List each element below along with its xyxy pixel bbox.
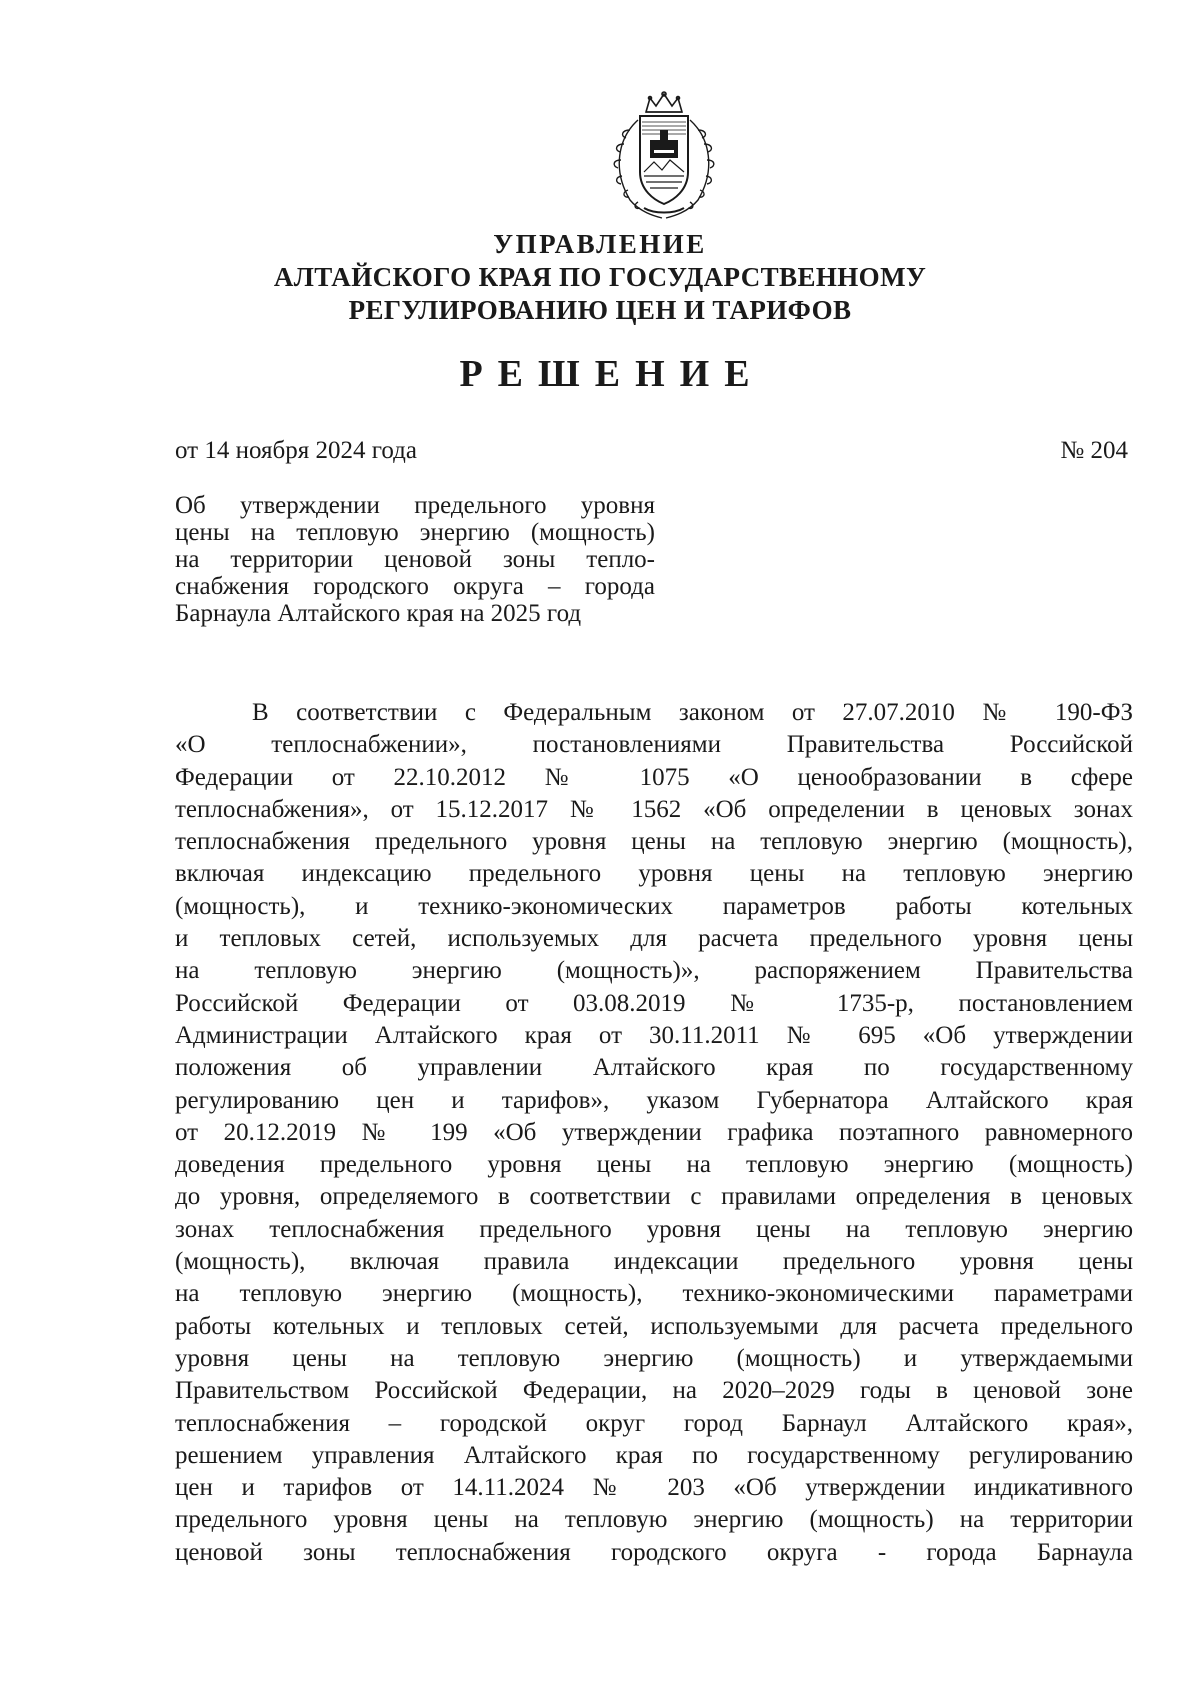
body-line: Российской Федерации от 03.08.2019 № 1735-р, постановлением [175, 989, 1133, 1017]
body-line: Правительством Российской Федерации, на 2020–2029 годы в ценовой зоне [175, 1377, 1133, 1405]
body-line: на тепловую энергию (мощность)», распоряжением Правительства [175, 957, 1133, 985]
body-line: «О теплоснабжении», постановлениями Правительства Российской [175, 731, 1133, 759]
body-line: предельного уровня цены на тепловую энергию (мощность) на территории [175, 1506, 1133, 1534]
body-line: теплоснабжения», от 15.12.2017 № 1562 «Об определении в ценовых зонах [175, 795, 1133, 823]
subject-line: цены на тепловую энергию (мощность) [175, 519, 655, 546]
document-type-title: РЕШЕНИЕ [459, 353, 765, 395]
body-line: регулированию цен и тарифов», указом Губернатора Алтайского края [175, 1086, 1133, 1114]
body-line: работы котельных и тепловых сетей, используемыми для расчета предельного [175, 1312, 1133, 1340]
body-line: решением управления Алтайского края по государственному регулированию [175, 1441, 1133, 1469]
subject-line: снабжения городского округа – города [175, 573, 655, 600]
body-line: Федерации от 22.10.2012 № 1075 «О ценообразовании в сфере [175, 763, 1133, 791]
authority-line: УПРАВЛЕНИЕ [493, 229, 707, 259]
subject-line: Барнаула Алтайского края на 2025 год [175, 600, 582, 627]
body-line: В соответствии с Федеральным законом от 27.07.2010 № 190-ФЗ [252, 699, 1133, 726]
body-line: от 20.12.2019 № 199 «Об утверждении графика поэтапного равномерного [175, 1118, 1133, 1146]
body-line: зонах теплоснабжения предельного уровня цены на тепловую энергию [175, 1215, 1133, 1243]
body-line: теплоснабжения – городской округ город Барнаул Алтайского края», [175, 1409, 1133, 1437]
document-date: от 14 ноября 2024 года [175, 437, 417, 464]
body-line: цен и тарифов от 14.11.2024 № 203 «Об утверждении индикативного [175, 1474, 1133, 1502]
body-line: уровня цены на тепловую энергию (мощность) и утверждаемыми [175, 1344, 1133, 1372]
authority-line: АЛТАЙСКОГО КРАЯ ПО ГОСУДАРСТВЕННОМУ [273, 262, 927, 292]
body-line: и тепловых сетей, используемых для расчета предельного уровня цены [175, 925, 1133, 953]
subject-line: Об утверждении предельного уровня [175, 492, 655, 519]
body-line: доведения предельного уровня цены на тепловую энергию (мощность) [175, 1151, 1133, 1179]
issuing-authority [0, 228, 1200, 327]
body-line: (мощность), включая правила индексации предельного уровня цены [175, 1248, 1133, 1276]
authority-line: РЕГУЛИРОВАНИЮ ЦЕН И ТАРИФОВ [348, 295, 852, 325]
body-line: теплоснабжения предельного уровня цены на тепловую энергию (мощность), [175, 828, 1133, 856]
body-line: включая индексацию предельного уровня цены на тепловую энергию [175, 860, 1133, 888]
body-line: до уровня, определяемого в соответствии с правилами определения в ценовых [175, 1183, 1133, 1211]
document-subject [175, 492, 655, 627]
altai-krai-coat-of-arms-icon [600, 90, 728, 222]
body-line: Администрации Алтайского края от 30.11.2011 № 695 «Об утверждении [175, 1021, 1133, 1049]
body-line: на тепловую энергию (мощность), технико-экономическими параметрами [175, 1280, 1133, 1308]
body-line: (мощность), и технико-экономических параметров работы котельных [175, 892, 1133, 920]
document-body [175, 697, 1133, 1569]
subject-line: на территории ценовой зоны тепло- [175, 546, 655, 573]
body-line: положения об управлении Алтайского края по государственному [175, 1054, 1133, 1082]
body-line: ценовой зоны теплоснабжения городского округа - города Барнаула [175, 1538, 1133, 1566]
document-number: № 204 [1060, 437, 1128, 464]
